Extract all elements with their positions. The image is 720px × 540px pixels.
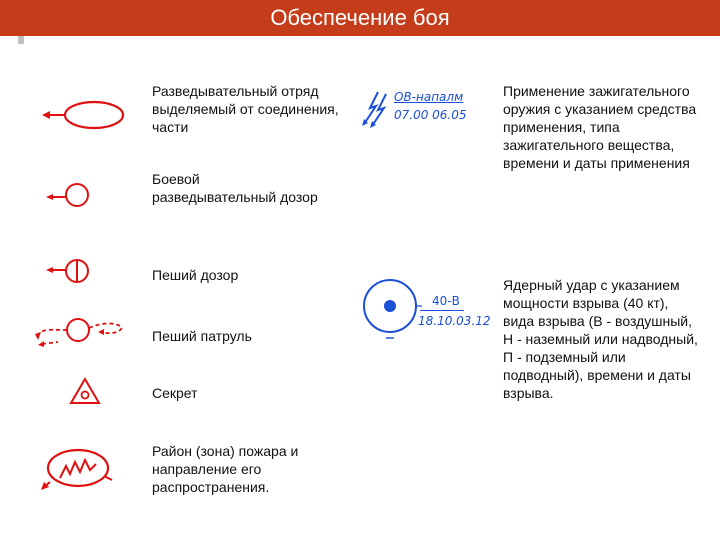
patrol-circle-icon [30, 314, 130, 354]
incendiary-time-annotation: 07.00 06.05 [394, 108, 467, 122]
nuclear-time-annotation: 18.10.03.12 [418, 314, 491, 328]
label-foot-patrol-dozor: Пеший дозор [152, 267, 239, 283]
label-nuclear-strike: Ядерный удар с указанием мощности взрыва (40 кт), вида взрыва (В - воздушный, Н - наземный или надводный, П - подземный или подводный), времени и даты взрыва. [503, 277, 698, 401]
header-accent-mark [18, 36, 24, 44]
label-foot-patrol: Пеший патруль [152, 328, 252, 344]
label-recon-detachment: Разведывательный отряд выделяемый от соединения, части [152, 83, 339, 135]
triangle-dot-icon [68, 376, 102, 406]
split-circle-arrow-icon [40, 256, 100, 286]
label-secret: Секрет [152, 385, 198, 401]
nuclear-strike-icon [360, 276, 430, 342]
label-combat-recon-patrol: Боевой разведывательный дозор [152, 171, 318, 205]
header-bar [0, 0, 720, 36]
fire-zone-icon [40, 444, 120, 494]
label-fire-zone: Район (зона) пожара и направление его распространения. [152, 443, 299, 495]
incendiary-agent-annotation: ОВ-напалм [394, 90, 464, 104]
page-title: Обеспечение боя [270, 5, 450, 30]
label-incendiary-weapon: Применение зажигательного оружия с указанием средства применения, типа зажигательного вещества, времени и даты применения [503, 83, 697, 171]
circle-arrow-icon [40, 180, 100, 210]
nuclear-yield-annotation: 40-В [432, 294, 460, 308]
incendiary-arrows-icon [356, 88, 392, 128]
nuclear-annotation-underline [420, 310, 464, 311]
ellipse-arrow-icon [38, 98, 128, 132]
